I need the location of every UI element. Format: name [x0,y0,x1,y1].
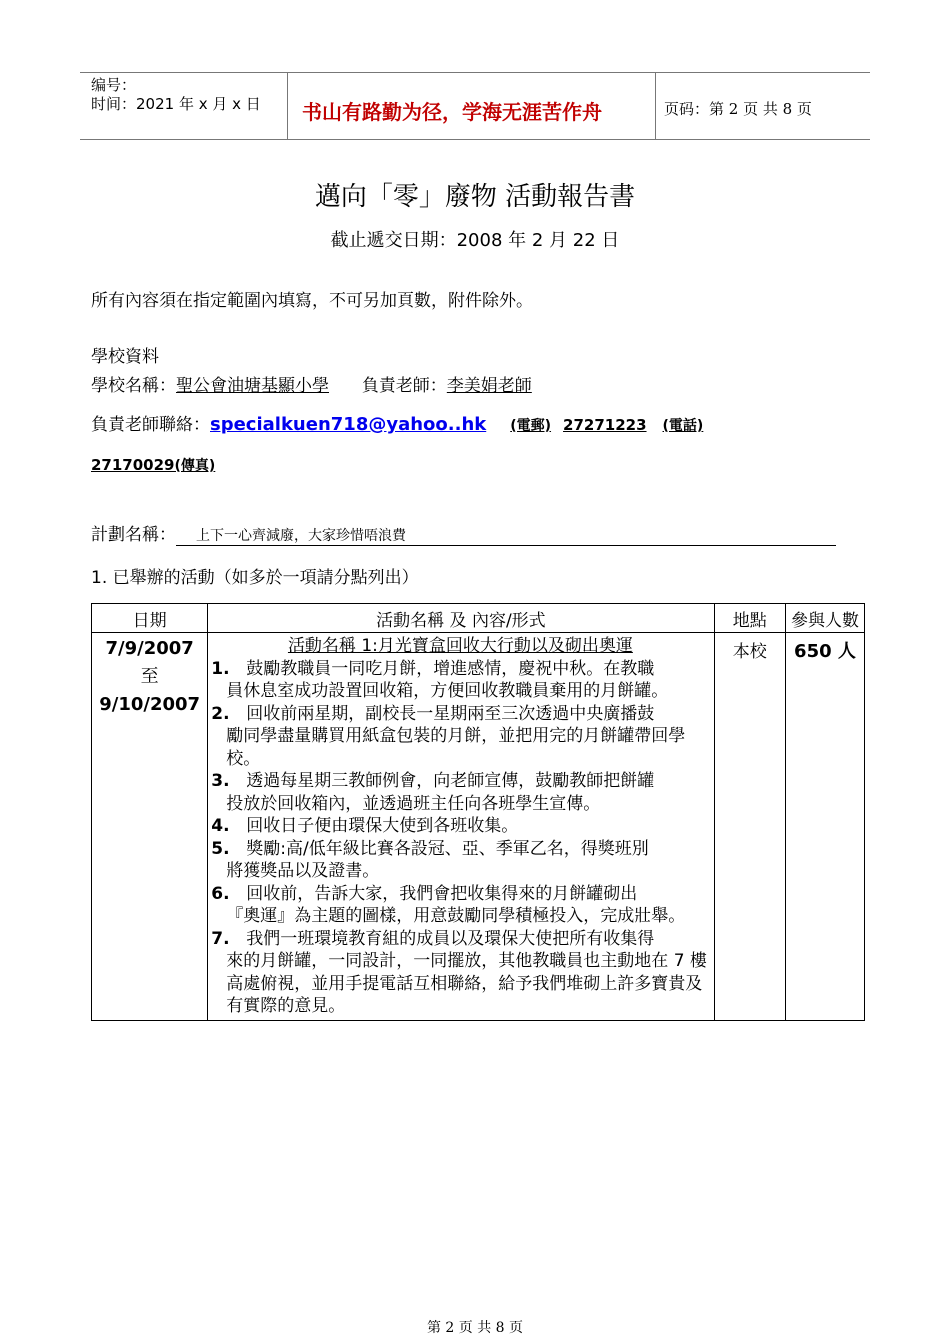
item-first-line: 回收前，告訴大家，我們會把收集得來的月餅罐砌出 [246,883,638,904]
deadline: 截止遞交日期：2008 年 2 月 22 日 [330,230,620,251]
teacher-name: 李美娟老師 [446,376,532,396]
plan-line [91,520,836,546]
fax-tag: (傳真) [174,458,216,474]
item-number: 6. [211,883,230,904]
school-name-label: 學校名稱： [91,376,176,396]
phone-number: 27271223 [563,416,647,434]
date-end: 9/10/2007 [99,694,201,715]
item-number: 7. [211,928,230,949]
header-divider-right [655,72,656,140]
header-top-rule [80,72,870,73]
school-section-heading: 學校資料 [91,347,159,367]
item-first-line: 回收前兩星期，副校長一星期兩至三次透過中央廣播鼓 [246,703,655,724]
item-continuation: 勵同學盡量購買用紙盒包裝的月餅，並把用完的月餅罐帶回學校。 [226,726,686,769]
email-tag: (電郵) [510,418,552,434]
email-link[interactable]: specialkuen718@yahoo..hk [210,414,487,435]
page-title: 邁向「零」廢物 活動報告書 [314,182,636,212]
section-1-text: 1. 已舉辦的活動（如多於一項請分點列出） [91,568,419,588]
item-number: 1. [211,658,230,679]
item-continuation: 『奧運』為主題的圖樣，用意鼓勵同學積極投入，完成壯舉。 [226,906,686,926]
list-item [211,770,709,815]
participants-value: 650 人 [794,641,856,662]
activity-items [211,658,709,1018]
item-continuation: 員休息室成功設置回收箱，方便回收教職員棄用的月餅罐。 [226,681,669,701]
activity-title: 活動名稱 1:月光寶盒回收大行動以及砌出奧運 [287,636,633,656]
header-location: 地點 [714,604,785,633]
item-continuation: 將獲獎品以及證書。 [226,861,380,881]
time-label: 时间：2021 年 x 月 x 日 [91,95,261,113]
header-bottom-rule [80,139,870,140]
list-item [211,703,709,771]
participants-cell [785,633,864,1021]
date-start: 7/9/2007 [105,638,194,659]
header-motto: 书山有路勤为径，学海无涯苦作舟 [302,100,602,124]
list-item [211,928,709,1018]
item-number: 4. [211,816,230,836]
item-continuation: 來的月餅罐，一同設計，一同擺放，其他教職員也主動地在 7 樓高處俯視，並用手提電話互相聯絡，給予我們堆砌上許多寶貴及有實際的意見。 [226,951,707,1016]
location-cell: 本校 [714,633,785,1021]
table-row [92,633,865,1021]
date-cell [92,633,208,1021]
contact-label: 負責老師聯絡： [91,415,210,435]
table-header-row [92,604,865,633]
item-first-line: 獎勵:高/低年級比賽各設冠、亞、季軍乙名，得獎班別 [246,838,649,859]
school-name: 聖公會油塘基顯小學 [176,376,329,396]
fax-number: 27170029 [91,456,175,474]
fax-line [91,455,215,475]
item-first-line: 我們一班環境教育組的成員以及環保大使把所有收集得 [246,928,655,949]
list-item [211,883,709,928]
item-number: 5. [211,838,230,859]
number-label: 编号： [91,76,137,94]
item-number: 3. [211,771,230,791]
activities-table [91,603,865,1021]
activity-cell [208,633,714,1021]
header-activity: 活動名稱 及 內容/形式 [208,604,714,633]
header-date: 日期 [92,604,208,633]
deadline-text [0,226,950,252]
header-participants: 參與人數 [785,604,864,633]
phone-tag: (電話) [662,418,704,434]
teacher-label: 負責老師： [361,376,447,396]
item-number: 2. [211,703,230,724]
school-info-line [91,371,532,396]
header-divider-left [287,72,288,140]
contact-line [91,410,717,435]
plan-label: 計劃名稱： [91,525,176,545]
list-item [211,658,709,703]
section-1-heading [91,563,419,588]
plan-name: 上下一心齊減廢，大家珍惜唔浪費 [176,525,836,546]
item-first-line: 鼓勵教職員一同吃月餅，增進感情，慶祝中秋。在教職 [246,658,655,679]
page-footer: 第 2 页 共 8 页 [426,1320,524,1336]
date-to: 至 [140,666,159,687]
header-page-code: 页码：第 2 页 共 8 页 [664,100,812,118]
list-item [211,815,709,838]
item-first-line: 回收日子便由環保大使到各班收集。 [246,816,519,836]
item-continuation: 投放於回收箱內，並透過班主任向各班學生宣傳。 [226,793,601,814]
fill-in-note: 所有內容須在指定範圍內填寫，不可另加頁數，附件除外。 [91,291,533,311]
item-first-line: 透過每星期三教師例會，向老師宣傳，鼓勵教師把餅罐 [246,771,655,791]
list-item [211,838,709,883]
